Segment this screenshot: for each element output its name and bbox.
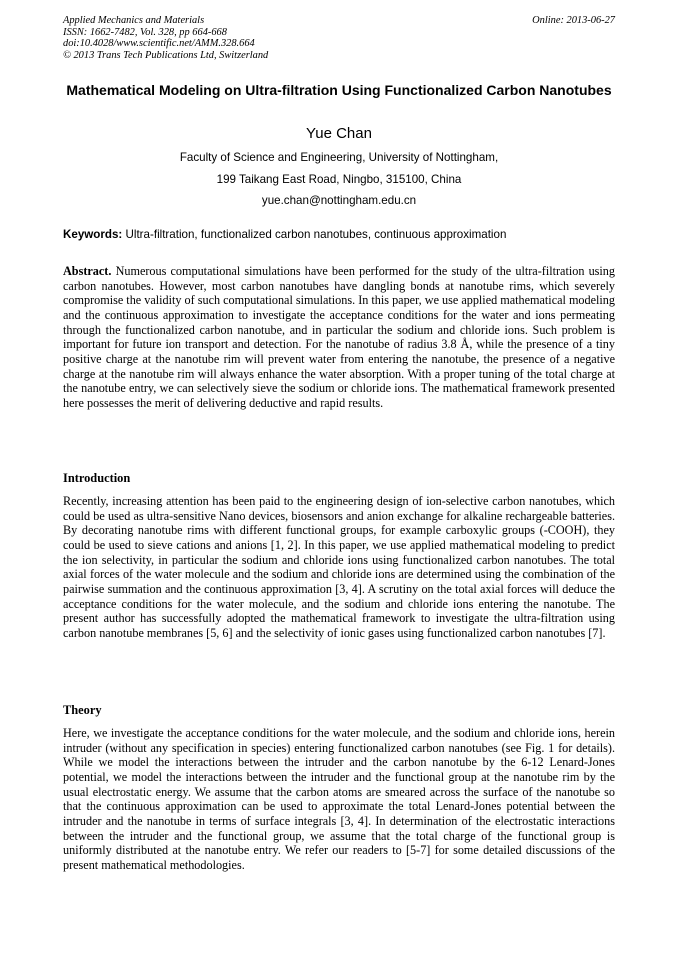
- doi: doi:10.4028/www.scientific.net/AMM.328.664: [63, 38, 255, 50]
- introduction-text: Recently, increasing attention has been paid to the engineering design of ion-selective carbon nanotubes, which could be used as ultra-sensitive Nano devices, biosensors and anion exchange for alkaline rechargeable batteries. By decorating nanotube rims with different functional groups, for example carboxylic groups (-COOH), they could be used to sieve cations and anions [1, 2]. In this paper, we use applied mathematical modeling to predict the ion selectivity, in particular the sodium and chloride ions using functionalized carbon nanotubes. The total axial forces of the water molecule and the sodium and chloride ions are determined using the combination of the pairwise summation and the continuous approximation [3, 4]. A scrutiny on the total axial forces will deduce the acceptance conditions for the water molecule, and the sodium and chloride ions entering the nanotube. The present author has successfully adopted the mathematical framework to investigate the ultra-filtration using carbon nanotube membranes [5, 6] and the selectivity of ionic gases using functionalized carbon nanotubes [7].: [63, 494, 615, 640]
- keywords-text: Ultra-filtration, functionalized carbon nanotubes, continuous approximation: [122, 228, 507, 241]
- theory-heading: Theory: [63, 703, 102, 717]
- journal-info: [63, 15, 268, 61]
- copyright: © 2013 Trans Tech Publications Ltd, Switzerland: [63, 49, 269, 61]
- theory-text: Here, we investigate the acceptance conditions for the water molecule, and the sodium and chloride ions, herein intruder (without any specification in species) entering functionalized carbon nanotubes (see Fig. 1 for details). While we model the interactions between the intruder and the carbon nanotube by the 6-12 Lenard-Jones potential, we model the interactions between the intruder and the functional group at the nanotube rim by the usual electrostatic energy. We assume that the carbon atoms are smeared across the surface of the nanotube so that the continuous approximation can be used to approximate the total Lenard-Jones potential between the intruder and the nanotube in terms of surface integrals [3, 4]. In determination of the electrostatic interactions between the intruder and the functional group, we assume that the total charge of the functional group is uniformly distributed at the nanotube entry. We refer our readers to [5-7] for some detailed discussions of the present mathematical methodologies.: [63, 726, 615, 872]
- abstract-text: Numerous computational simulations have been performed for the study of the ultra-filtration using carbon nanotubes. However, most carbon nanotubes have dangling bonds at nanotube rims, which severely compromise the validity of such computational simulations. In this paper, we use applied mathematical modeling and the continuous approximation to investigate the acceptance conditions for the water and ions permeating through the functionalized carbon nanotube, and in particular the sodium and chloride ions. Such problem is important for future ion transport and detection. For the nanotube of radius 3.8 Å, while the presence of a tiny positive charge at the nanotube rim will prevent water from entering the nanotube, the presence of a negative charge at the nanotube rim will always enhance the water absorption. With a proper tuning of the total charge at the nanotube entry, we can selectively sieve the sodium or chloride ions. The mathematical framework presented here possesses the merit of delivering deductive and rapid results.: [63, 264, 615, 410]
- keywords-label: Keywords:: [63, 228, 123, 241]
- abstract-label: Abstract.: [63, 264, 112, 278]
- affiliation-line-2: 199 Taikang East Road, Ningbo, 315100, China: [216, 173, 462, 186]
- abstract: [63, 264, 615, 411]
- affiliation-line-1: Faculty of Science and Engineering, University of Nottingham,: [179, 151, 499, 164]
- author-email: yue.chan@nottingham.edu.cn: [261, 194, 417, 207]
- keywords: [63, 228, 615, 242]
- journal-name: Applied Mechanics and Materials: [63, 15, 205, 26]
- author-name: Yue Chan: [306, 125, 372, 142]
- online-date: Online: 2013-06-27: [532, 15, 615, 26]
- introduction-heading: Introduction: [63, 471, 131, 485]
- issn-volume: ISSN: 1662-7482, Vol. 328, pp 664-668: [63, 26, 227, 38]
- paper-title: Mathematical Modeling on Ultra-filtration Using Functionalized Carbon Nanotubes: [66, 82, 612, 98]
